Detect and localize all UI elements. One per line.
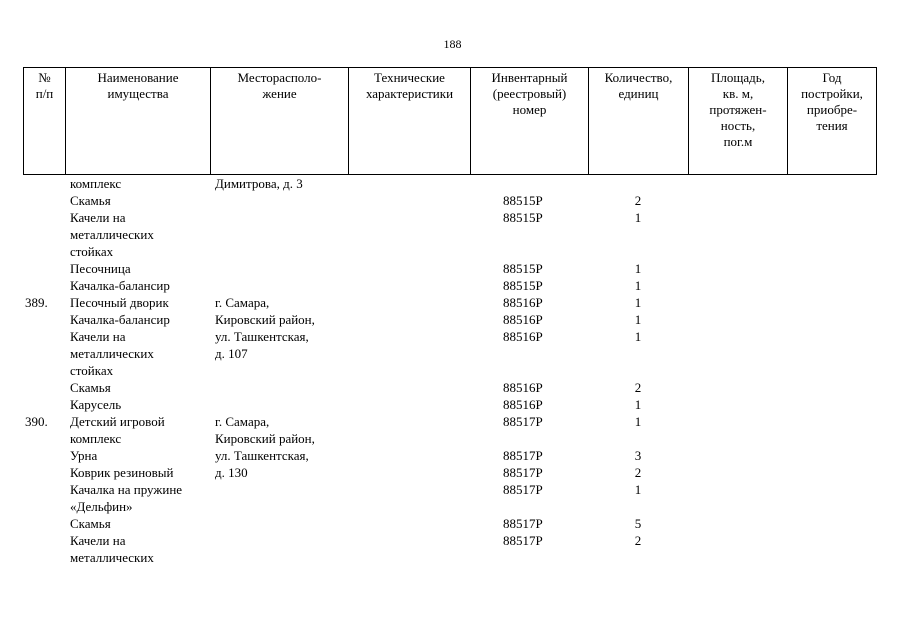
header-col-name: Наименование имущества bbox=[66, 68, 211, 175]
inventory-number: 88517Р bbox=[503, 533, 543, 548]
table-row bbox=[23, 192, 876, 209]
item-name: Качалка-балансир bbox=[70, 312, 170, 327]
table-row bbox=[23, 328, 876, 345]
inventory-number: 88517Р bbox=[503, 516, 543, 531]
item-name: Качели на bbox=[70, 329, 126, 344]
item-name: комплекс bbox=[70, 176, 122, 191]
table-row bbox=[23, 260, 876, 277]
item-location: Кировский район, bbox=[215, 431, 315, 446]
inventory-number: 88517Р bbox=[503, 414, 543, 429]
item-name: Скамья bbox=[70, 193, 111, 208]
table-row bbox=[23, 277, 876, 294]
table-row bbox=[23, 209, 876, 226]
table-row bbox=[23, 430, 876, 447]
item-location: ул. Ташкентская, bbox=[215, 329, 309, 344]
inventory-number: 88516Р bbox=[503, 397, 543, 412]
table-row bbox=[23, 447, 876, 464]
table-row bbox=[23, 311, 876, 328]
item-name: Карусель bbox=[70, 397, 122, 412]
table-header bbox=[23, 67, 877, 175]
table-row bbox=[23, 175, 876, 192]
item-quantity: 1 bbox=[634, 295, 642, 310]
inventory-number: 88515Р bbox=[503, 278, 543, 293]
page-number: 188 bbox=[443, 37, 462, 51]
item-name: Качели на bbox=[70, 210, 126, 225]
table-row bbox=[23, 464, 876, 481]
item-quantity: 1 bbox=[634, 278, 642, 293]
item-location: д. 130 bbox=[215, 465, 248, 480]
item-quantity: 1 bbox=[634, 210, 642, 225]
item-name: Урна bbox=[70, 448, 98, 463]
item-name: комплекс bbox=[70, 431, 122, 446]
header-col-year: Год постройки, приобре- тения bbox=[788, 68, 877, 175]
table-row bbox=[23, 396, 876, 413]
table-row bbox=[23, 294, 876, 311]
inventory-number: 88517Р bbox=[503, 482, 543, 497]
item-location: г. Самара, bbox=[215, 414, 270, 429]
item-quantity: 1 bbox=[634, 261, 642, 276]
item-name: Детский игровой bbox=[70, 414, 165, 429]
item-quantity: 2 bbox=[634, 533, 642, 548]
item-quantity: 1 bbox=[634, 414, 642, 429]
inventory-number: 88516Р bbox=[503, 380, 543, 395]
table-row bbox=[23, 345, 876, 362]
item-name: металлических bbox=[70, 346, 154, 361]
item-quantity: 5 bbox=[634, 516, 642, 531]
header-col-inventory: Инвентарный (реестровый) номер bbox=[471, 68, 589, 175]
table-body bbox=[23, 175, 876, 566]
inventory-number: 88515Р bbox=[503, 193, 543, 208]
table-row bbox=[23, 481, 876, 498]
table-row bbox=[23, 362, 876, 379]
inventory-number: 88517Р bbox=[503, 465, 543, 480]
item-name: Песочный дворик bbox=[70, 295, 169, 310]
item-quantity: 1 bbox=[634, 312, 642, 327]
item-quantity: 2 bbox=[634, 193, 642, 208]
row-number: 389. bbox=[25, 295, 48, 310]
header-col-quantity: Количество, единиц bbox=[589, 68, 689, 175]
item-quantity: 1 bbox=[634, 482, 642, 497]
item-quantity: 2 bbox=[634, 380, 642, 395]
item-name: Скамья bbox=[70, 516, 111, 531]
table-row bbox=[23, 515, 876, 532]
item-name: металлических bbox=[70, 550, 154, 565]
item-quantity: 1 bbox=[634, 397, 642, 412]
item-quantity: 2 bbox=[634, 465, 642, 480]
inventory-number: 88516Р bbox=[503, 312, 543, 327]
item-location: ул. Ташкентская, bbox=[215, 448, 309, 463]
item-name: металлических bbox=[70, 227, 154, 242]
table-row bbox=[23, 498, 876, 515]
inventory-number: 88516Р bbox=[503, 329, 543, 344]
item-location: Димитрова, д. 3 bbox=[215, 176, 303, 191]
item-name: Качалка на пружине bbox=[70, 482, 183, 497]
item-location: д. 107 bbox=[215, 346, 248, 361]
table-row bbox=[23, 413, 876, 430]
row-number: 390. bbox=[25, 414, 48, 429]
item-name: Песочница bbox=[70, 261, 131, 276]
item-name: стойках bbox=[70, 244, 114, 259]
item-name: Скамья bbox=[70, 380, 111, 395]
item-location: г. Самара, bbox=[215, 295, 270, 310]
table-row bbox=[23, 549, 876, 566]
item-name: Качалка-балансир bbox=[70, 278, 170, 293]
item-name: Коврик резиновый bbox=[70, 465, 174, 480]
inventory-number: 88515Р bbox=[503, 261, 543, 276]
item-quantity: 1 bbox=[634, 329, 642, 344]
table-row bbox=[23, 226, 876, 243]
inventory-number: 88517Р bbox=[503, 448, 543, 463]
inventory-number: 88515Р bbox=[503, 210, 543, 225]
table-row bbox=[23, 243, 876, 260]
item-quantity: 3 bbox=[634, 448, 642, 463]
item-name: стойках bbox=[70, 363, 114, 378]
header-col-specs: Технические характеристики bbox=[349, 68, 471, 175]
item-name: «Дельфин» bbox=[70, 499, 133, 514]
table-row bbox=[23, 532, 876, 549]
header-col-number: № п/п bbox=[24, 68, 66, 175]
item-name: Качели на bbox=[70, 533, 126, 548]
header-col-area: Площадь, кв. м, протяжен- ность, пог.м bbox=[689, 68, 788, 175]
header-col-location: Месторасполо- жение bbox=[211, 68, 349, 175]
item-location: Кировский район, bbox=[215, 312, 315, 327]
inventory-number: 88516Р bbox=[503, 295, 543, 310]
table-row bbox=[23, 379, 876, 396]
